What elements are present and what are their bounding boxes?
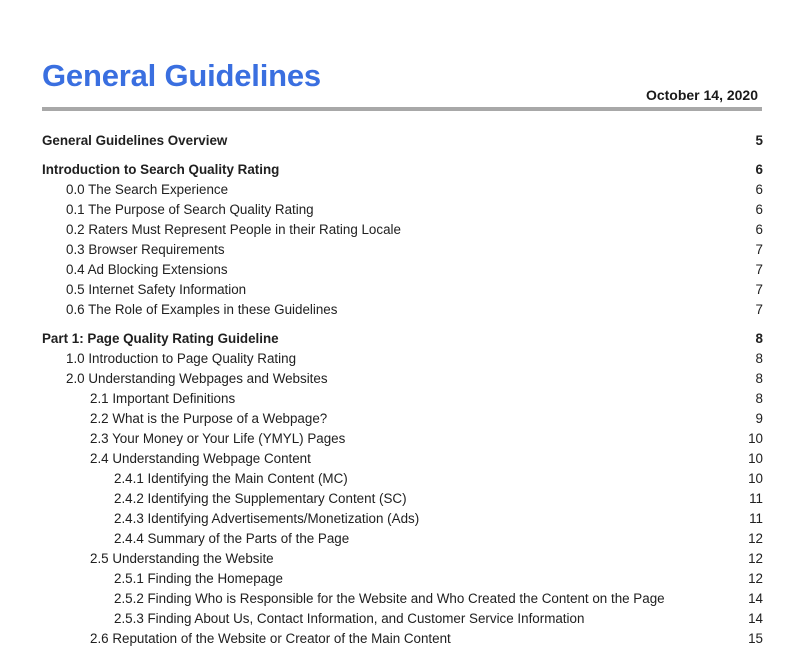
toc-entry[interactable]: [0, 389, 804, 409]
toc-entry-page-number: 7: [755, 282, 763, 297]
toc-entry-label: 2.0 Understanding Webpages and Websites: [66, 371, 328, 386]
toc-entry[interactable]: [0, 489, 804, 509]
toc-entry-page-number: 12: [748, 551, 763, 566]
toc-entry[interactable]: [0, 529, 804, 549]
toc-entry[interactable]: [0, 300, 804, 320]
toc-entry-page-number: 14: [748, 591, 763, 606]
toc-entry-label: 2.4 Understanding Webpage Content: [90, 451, 311, 466]
toc-entry-label: 2.4.3 Identifying Advertisements/Monetization (Ads): [114, 511, 420, 526]
toc-entry[interactable]: [0, 509, 804, 529]
toc-entry-page-number: 10: [748, 451, 763, 466]
toc-entry[interactable]: [0, 549, 804, 569]
toc-entry-label: 2.4.1 Identifying the Main Content (MC): [114, 471, 348, 486]
toc-entry[interactable]: [0, 349, 804, 369]
toc-entry-label: 0.0 The Search Experience: [66, 182, 229, 197]
document-title: General Guidelines: [42, 58, 321, 93]
toc-entry-page-number: 7: [755, 302, 763, 317]
toc-entry-page-number: 11: [749, 511, 763, 526]
toc-entry-label: 2.5.3 Finding About Us, Contact Information, and Customer Service Information: [114, 611, 585, 626]
toc-entry-page-number: 10: [748, 471, 763, 486]
toc-entry-page-number: 15: [748, 631, 763, 646]
document-date: October 14, 2020: [645, 87, 758, 103]
title-divider: [42, 107, 762, 111]
toc-entry-page-number: 6: [755, 202, 763, 217]
toc-entry-label: 2.4.2 Identifying the Supplementary Content (SC): [114, 491, 407, 506]
toc-entry[interactable]: [0, 180, 804, 200]
toc-entry-page-number: 8: [755, 331, 763, 346]
toc-section-heading[interactable]: [0, 160, 804, 180]
toc-entry-label: 0.6 The Role of Examples in these Guidelines: [66, 302, 338, 317]
toc-entry[interactable]: [0, 200, 804, 220]
toc-entry-label: Part 1: Page Quality Rating Guideline: [42, 331, 279, 346]
toc-entry-label: 1.0 Introduction to Page Quality Rating: [66, 351, 297, 366]
toc-entry-page-number: 9: [755, 411, 763, 426]
toc-entry[interactable]: [0, 629, 804, 649]
toc-entry[interactable]: [0, 369, 804, 389]
toc-entry-page-number: 12: [748, 571, 763, 586]
toc-entry-label: 2.5 Understanding the Website: [90, 551, 274, 566]
toc-entry-page-number: 5: [755, 133, 763, 148]
toc-section-heading[interactable]: [0, 329, 804, 349]
toc-entry[interactable]: [0, 220, 804, 240]
toc-section-heading[interactable]: [0, 131, 804, 151]
toc-entry-label: General Guidelines Overview: [42, 133, 228, 148]
toc-entry[interactable]: [0, 429, 804, 449]
toc-entry-label: 2.3 Your Money or Your Life (YMYL) Pages: [90, 431, 346, 446]
toc-entry-page-number: 12: [748, 531, 763, 546]
toc-entry[interactable]: [0, 449, 804, 469]
toc-entry[interactable]: [0, 589, 804, 609]
toc-entry-label: 0.2 Raters Must Represent People in their Rating Locale: [66, 222, 401, 237]
toc-entry-label: 2.6 Reputation of the Website or Creator of the Main Content: [90, 631, 451, 646]
toc-entry-label: 0.5 Internet Safety Information: [66, 282, 247, 297]
toc-entry-label: 2.5.2 Finding Who is Responsible for the Website and Who Created the Content on the Page: [114, 591, 665, 606]
toc-entry[interactable]: [0, 280, 804, 300]
toc-entry-label: 2.4.4 Summary of the Parts of the Page: [114, 531, 350, 546]
toc-entry-page-number: 6: [755, 222, 763, 237]
toc-entry-page-number: 7: [755, 242, 763, 257]
toc-entry-page-number: 10: [748, 431, 763, 446]
toc-entry-label: 0.4 Ad Blocking Extensions: [66, 262, 228, 277]
toc-entry[interactable]: [0, 569, 804, 589]
toc-entry[interactable]: [0, 240, 804, 260]
toc-entry-page-number: 6: [755, 182, 763, 197]
toc-entry[interactable]: [0, 609, 804, 629]
toc-entry-label: Introduction to Search Quality Rating: [42, 162, 280, 177]
toc-entry[interactable]: [0, 409, 804, 429]
toc-entry-label: 2.1 Important Definitions: [90, 391, 236, 406]
toc-entry-label: 0.1 The Purpose of Search Quality Rating: [66, 202, 314, 217]
toc-entry-page-number: 8: [755, 391, 763, 406]
toc-entry[interactable]: [0, 469, 804, 489]
toc-entry-label: 2.5.1 Finding the Homepage: [114, 571, 283, 586]
toc-entry-page-number: 8: [755, 371, 763, 386]
toc-entry-label: 0.3 Browser Requirements: [66, 242, 225, 257]
toc-entry-label: 2.2 What is the Purpose of a Webpage?: [90, 411, 328, 426]
toc-entry-page-number: 14: [748, 611, 763, 626]
toc-entry-page-number: 11: [749, 491, 763, 506]
toc-entry-page-number: 8: [755, 351, 763, 366]
toc-entry-page-number: 7: [755, 262, 763, 277]
toc-entry-page-number: 6: [755, 162, 763, 177]
toc-entry[interactable]: [0, 260, 804, 280]
